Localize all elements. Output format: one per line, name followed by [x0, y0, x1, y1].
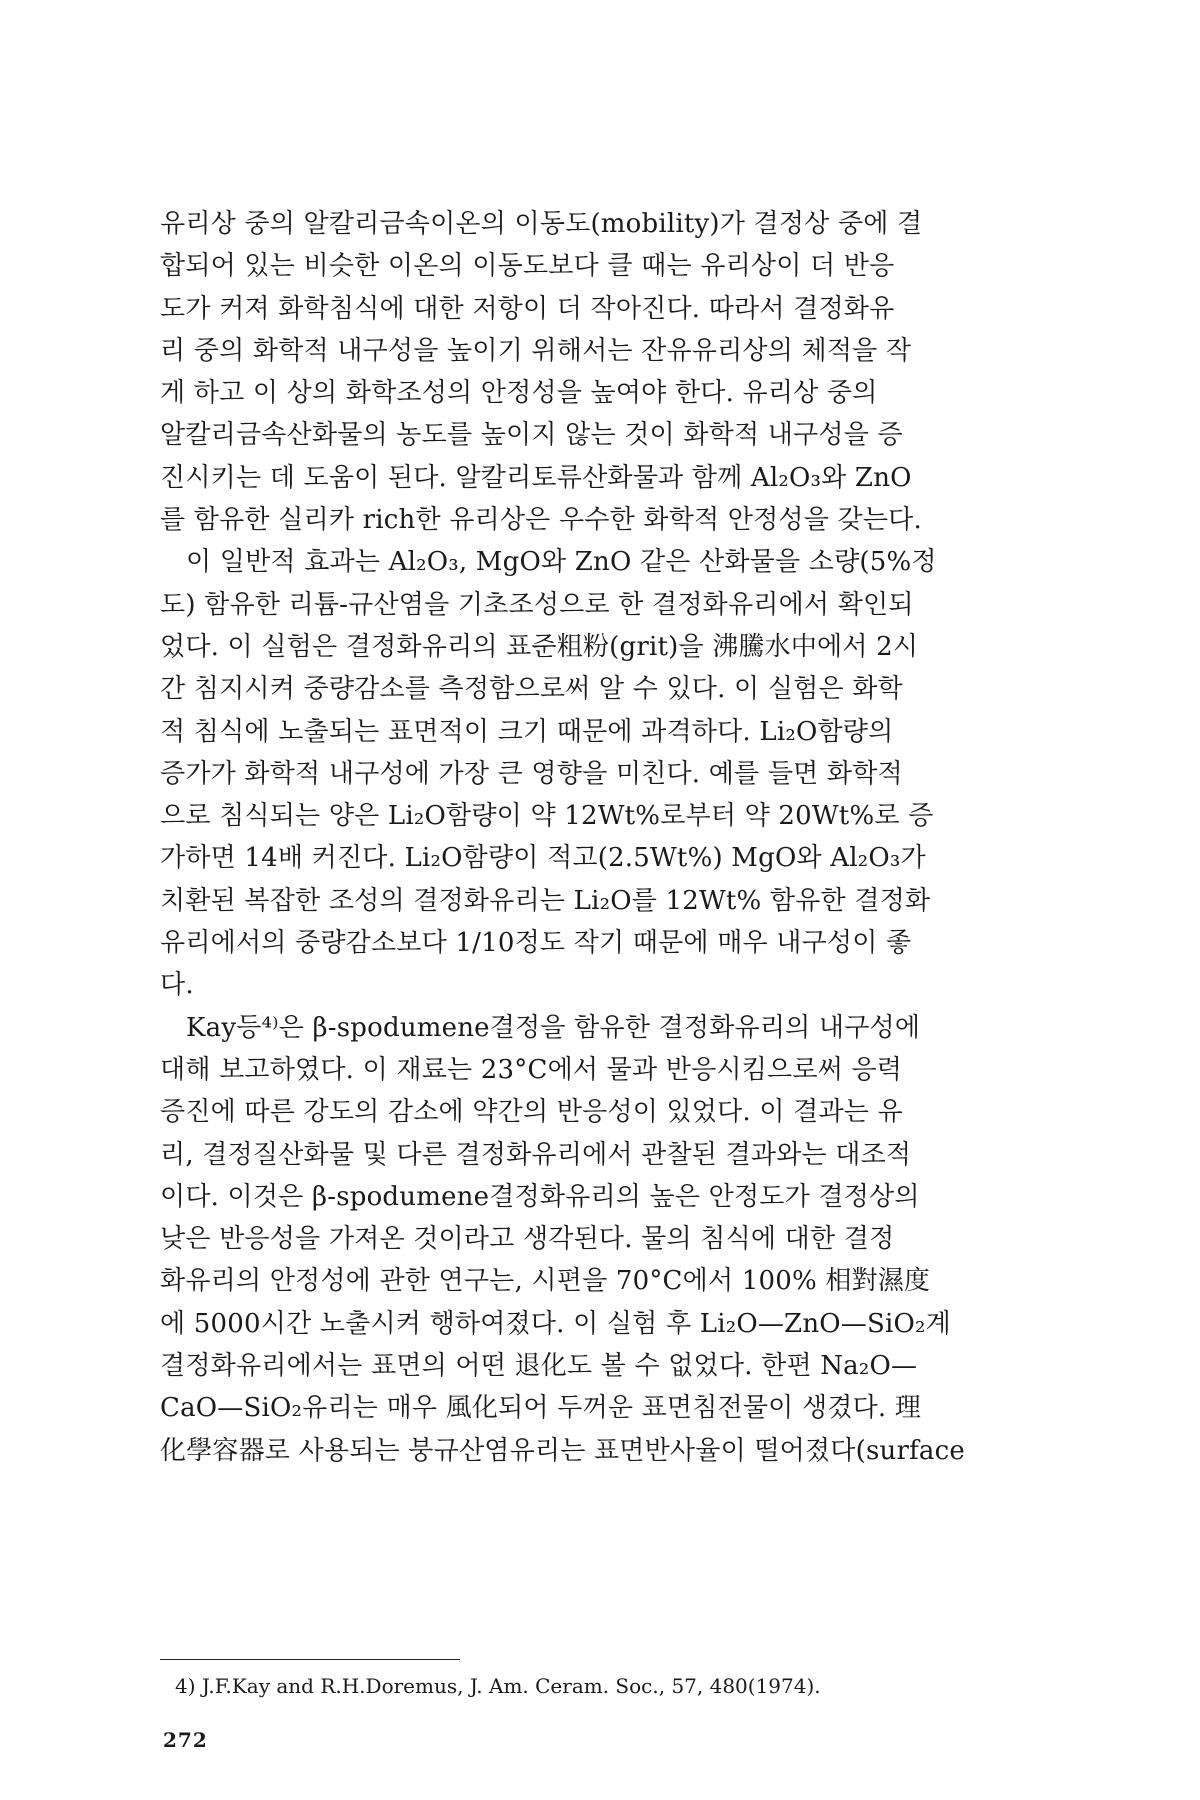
- text-line: 리, 결정질산화물 및 다른 결정화유리에서 관찰된 결과와는 대조적: [160, 1139, 912, 1170]
- text-line: 결정화유리에서는 표면의 어떤 退化도 볼 수 없었다. 한편 Na₂O—: [160, 1351, 918, 1382]
- text-line: 화유리의 안정성에 관한 연구는, 시편을 70°C에서 100% 相對濕度: [160, 1266, 931, 1297]
- text-line: 다.: [160, 970, 194, 1001]
- text-line: Kay등⁴⁾은 β-spodumene결정을 함유한 결정화유리의 내구성에: [186, 1012, 921, 1043]
- text-line: 이다. 이것은 β-spodumene결정화유리의 높은 안정도가 결정상의: [160, 1181, 920, 1212]
- text-line: 가하면 14배 커진다. Li₂O함량이 적고(2.5Wt%) MgO와 Al₂O₃가: [160, 843, 926, 874]
- text-line: 에 5000시간 노출시켜 행하여졌다. 이 실험 후 Li₂O—ZnO—SiO₂계: [160, 1308, 951, 1339]
- text-line: 도) 함유한 리튬-규산염을 기초조성으로 한 결정화유리에서 확인되: [160, 589, 914, 620]
- text-line: 알칼리금속산화물의 농도를 높이지 않는 것이 화학적 내구성을 증: [160, 420, 903, 451]
- text-line: 증가가 화학적 내구성에 가장 큰 영향을 미친다. 예를 들면 화학적: [160, 758, 903, 789]
- text-line: 적 침식에 노출되는 표면적이 크기 때문에 과격하다. Li₂O함량의: [160, 716, 894, 747]
- text-line: 리 중의 화학적 내구성을 높이기 위해서는 잔유유리상의 체적을 작: [160, 335, 912, 366]
- text-line: 유리상 중의 알칼리금속이온의 이동도(mobility)가 결정상 중에 결: [160, 209, 923, 239]
- footnote: 4) J.F.Kay and R.H.Doremus, J. Am. Ceram. Soc., 57, 480(1974).: [175, 1674, 821, 1698]
- text-line: 었다. 이 실험은 결정화유리의 표준粗粉(grit)을 沸騰水中에서 2시: [160, 631, 919, 662]
- page-number: 272: [163, 1728, 208, 1752]
- body-text: [160, 203, 1018, 1472]
- text-line: 게 하고 이 상의 화학조성의 안정성을 높여야 한다. 유리상 중의: [160, 378, 878, 409]
- text-line: 합되어 있는 비슷한 이온의 이동도보다 클 때는 유리상이 더 반응: [160, 251, 895, 282]
- footnote-divider: [160, 1659, 460, 1660]
- text-line: 이 일반적 효과는 Al₂O₃, MgO와 ZnO 같은 산화물을 소량(5%정: [186, 547, 937, 578]
- text-line: 간 침지시켜 중량감소를 측정함으로써 알 수 있다. 이 실험은 화학: [160, 674, 903, 705]
- text-line: 를 함유한 실리카 rich한 유리상은 우수한 화학적 안정성을 갖는다.: [160, 505, 922, 536]
- text-line: 증진에 따른 강도의 감소에 약간의 반응성이 있었다. 이 결과는 유: [160, 1097, 903, 1128]
- text-line: 으로 침식되는 양은 Li₂O함량이 약 12Wt%로부터 약 20Wt%로 증: [160, 801, 934, 832]
- text-line: CaO—SiO₂유리는 매우 風化되어 두꺼운 표면침전물이 생겼다. 理: [160, 1393, 922, 1424]
- text-line: 대해 보고하였다. 이 재료는 23°C에서 물과 반응시킴으로써 응력: [160, 1054, 903, 1085]
- text-line: 유리에서의 중량감소보다 1/10정도 작기 때문에 매우 내구성이 좋: [160, 928, 912, 959]
- text-line: 化學容器로 사용되는 붕규산염유리는 표면반사율이 떨어졌다(surface: [160, 1435, 965, 1466]
- text-line: 치환된 복잡한 조성의 결정화유리는 Li₂O를 12Wt% 함유한 결정화: [160, 885, 931, 916]
- text-line: 낮은 반응성을 가져온 것이라고 생각된다. 물의 침식에 대한 결정: [160, 1224, 895, 1255]
- text-line: 진시키는 데 도움이 된다. 알칼리토류산화물과 함께 Al₂O₃와 ZnO: [160, 462, 912, 493]
- text-line: 도가 커져 화학침식에 대한 저항이 더 작아진다. 따라서 결정화유: [160, 293, 895, 324]
